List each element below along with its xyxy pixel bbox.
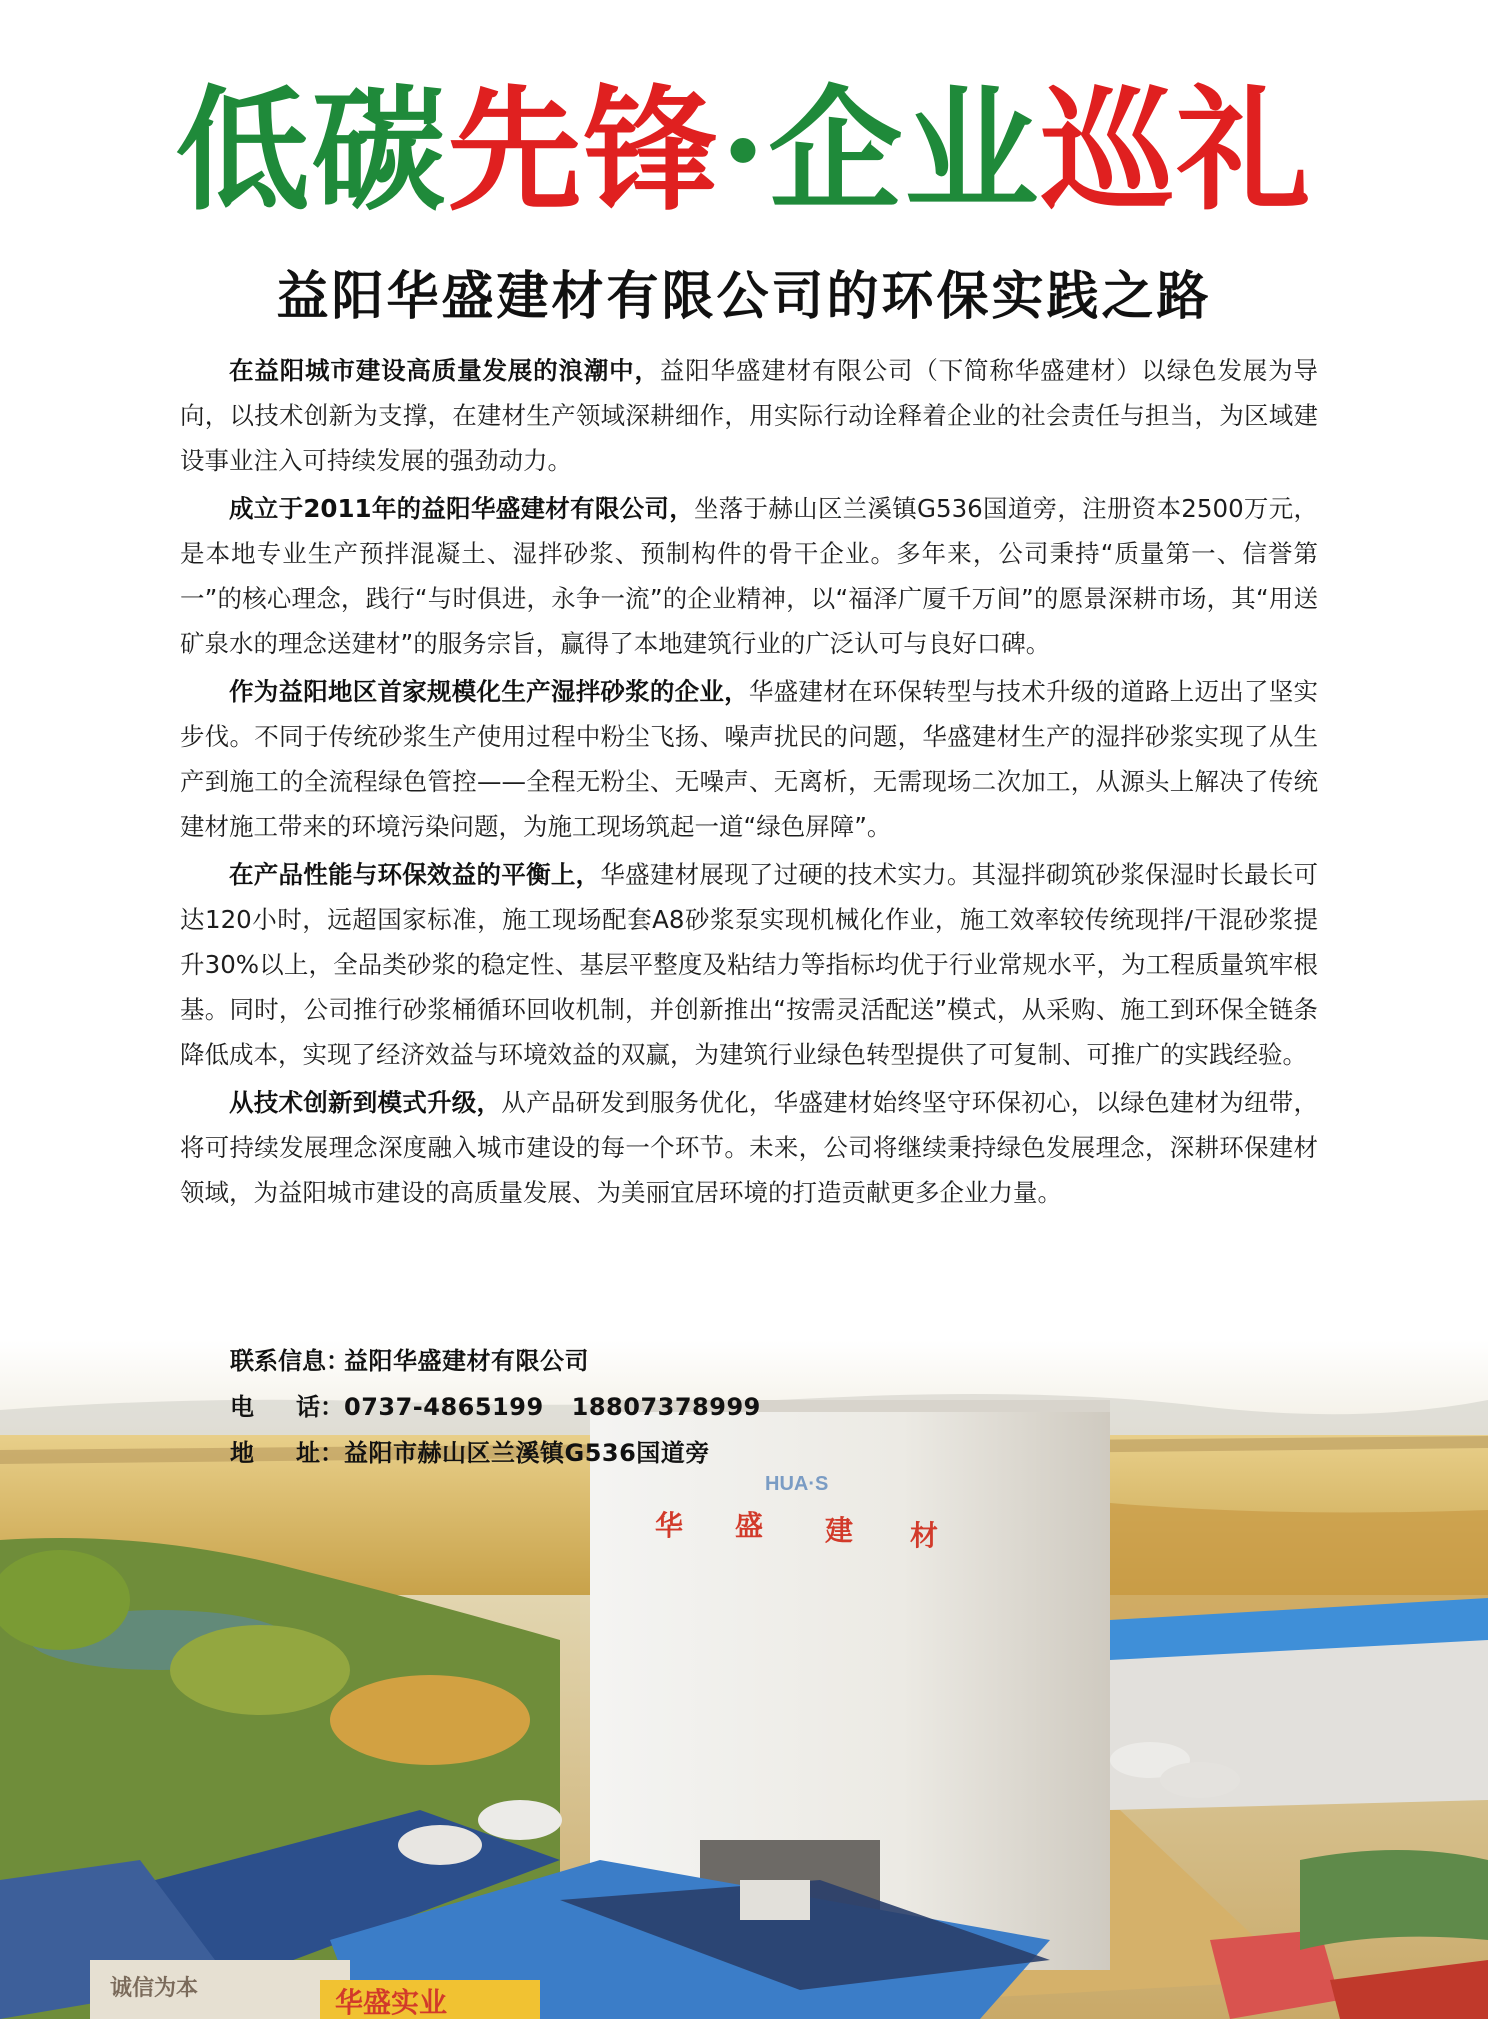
address-label (230, 1430, 344, 1476)
right-trees (1300, 1850, 1488, 1950)
article-body (180, 348, 1318, 1218)
tower-logo-text: HUA·S (765, 1473, 829, 1495)
contact-company: 益阳华盛建材有限公司 (344, 1347, 589, 1375)
tower-sign-char: 材 (910, 1519, 939, 1552)
contact-info-label: 联系信息： (230, 1347, 350, 1375)
mixer-truck (398, 1825, 482, 1865)
paragraph-text: 益阳华盛建材有限公司（下简称华盛建材）以绿色发展为导向，以技术创新为支撑，在建材生产领域深耕细作，用实际行动诠释着企业的社会责任与担当，为区域建设事业注入可持续发展的强劲动力。 (180, 356, 1319, 475)
address: 益阳市赫山区兰溪镇G536国道旁 (344, 1439, 710, 1467)
banner-part-4: 巡礼 (1040, 71, 1313, 229)
banner-part-2: 先锋 (447, 71, 720, 229)
paragraph-lead: 成立于2011年的益阳华盛建材有限公司， (229, 494, 694, 523)
article-title: 益阳华盛建材有限公司的环保实践之路 (276, 267, 1212, 327)
contact-phone-row (230, 1384, 761, 1430)
phone-mobile: 18807378999 (571, 1393, 761, 1421)
banner-separator: · (719, 71, 769, 229)
autumn-trees (330, 1675, 530, 1765)
banner-part-1: 低碳 (175, 71, 448, 229)
paragraph (180, 486, 1318, 666)
paragraph-text: 华盛建材在环保转型与技术升级的道路上迈出了坚实步伐。不同于传统砂浆生产使用过程中粉尘飞扬、噪声扰民的问题，华盛建材生产的湿拌砂浆实现了从生产到施工的全流程绿色管控——全程无粉尘、无噪声、无离析，无需现场二次加工，从源头上解决了传统建材施工带来的环境污染问题，为施工现场筑起一道“绿色屏障”。 (180, 677, 1319, 841)
banner-headline (0, 70, 1488, 230)
tree-cluster (170, 1625, 350, 1715)
mixer-truck (478, 1800, 562, 1840)
paragraph-lead: 在产品性能与环保效益的平衡上， (229, 860, 601, 889)
contact-company-row (230, 1338, 761, 1384)
shop-sign-text: 华盛实业 (335, 1986, 448, 2019)
address-label-char: 址： (296, 1439, 344, 1467)
phone-label-char: 电 (230, 1393, 254, 1421)
tower-sign-char: 盛 (735, 1509, 764, 1542)
paragraph-lead: 作为益阳地区首家规模化生产湿拌砂浆的企业， (229, 677, 749, 706)
phone-label (230, 1384, 344, 1430)
office-sign-text: 诚信为本 (110, 1976, 199, 2001)
paragraph-text: 坐落于赫山区兰溪镇G536国道旁，注册资本2500万元，是本地专业生产预拌混凝土、湿拌砂浆、预制构件的骨干企业。多年来，公司秉持“质量第一、信誉第一”的核心理念，践行“与时俱进，永争一流”的企业精神，以“福泽广厦千万间”的愿景深耕市场，其“用送矿泉水的理念送建材”的服务宗旨，赢得了本地建筑行业的广泛认可与良好口碑。 (180, 494, 1318, 658)
mixer-truck (740, 1880, 810, 1920)
paragraph (180, 1080, 1318, 1215)
paragraph-text: 从产品研发到服务优化，华盛建材始终坚守环保初心，以绿色建材为纽带，将可持续发展理念深度融入城市建设的每一个环节。未来，公司将继续秉持绿色发展理念，深耕环保建材领域，为益阳城市建设的高质量发展、为美丽宜居环境的打造贡献更多企业力量。 (180, 1088, 1319, 1207)
tower-sign-char: 华 (655, 1509, 684, 1542)
paragraph (180, 852, 1318, 1077)
paragraph (180, 669, 1318, 849)
phone-label-char: 话： (296, 1393, 344, 1421)
paragraph (180, 348, 1318, 483)
phone-landline: 0737-4865199 (344, 1393, 544, 1421)
paragraph-lead: 在益阳城市建设高质量发展的浪潮中， (229, 356, 660, 385)
contact-info (230, 1338, 761, 1476)
paragraph-text: 华盛建材展现了过硬的技术实力。其湿拌砌筑砂浆保湿时长最长可达120小时，远超国家标准，施工现场配套A8砂浆泵实现机械化作业，施工效率较传统现拌/干混砂浆提升30%以上，全品类砂浆的稳定性、基层平整度及粘结力等指标均优于行业常规水平，为工程质量筑牢根基。同时，公司推行砂浆桶循环回收机制，并创新推出“按需灵活配送”模式，从采购、施工到环保全链条降低成本，实现了经济效益与环境效益的双赢，为建筑行业绿色转型提供了可复制、可推广的实践经验。 (180, 860, 1319, 1069)
mixer-truck (1160, 1762, 1240, 1798)
paragraph-lead: 从技术创新到模式升级， (229, 1088, 502, 1117)
address-label-char: 地 (230, 1439, 254, 1467)
banner-part-3: 企业 (768, 71, 1041, 229)
tower-sign-char: 建 (825, 1514, 854, 1547)
contact-address-row (230, 1430, 761, 1476)
